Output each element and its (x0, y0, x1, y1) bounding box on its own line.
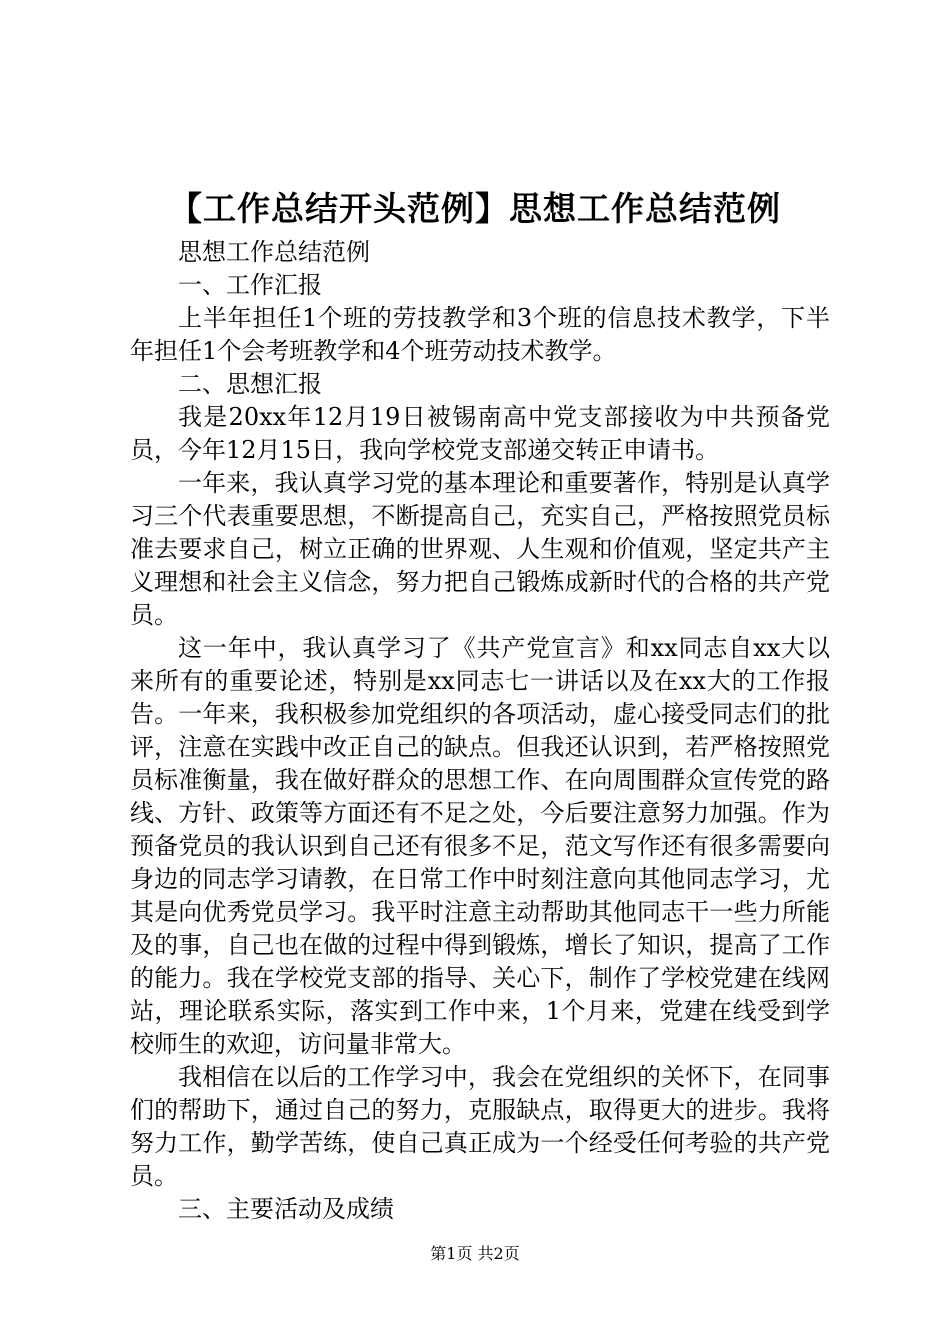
paragraph-year-review: 这一年中，我认真学习了《共产党宣言》和xx同志自xx大以来所有的重要论述，特别是xx同志七一讲话以及在xx大的工作报告。一年来，我积极参加党组织的各项活动，虚心接受同志们的批评，注意在实践中改正自己的缺点。但我还认识到，若严格按照党员标准衡量，我在做好群众的思想工作、在向周围群众宣传党的路线、方针、政策等方面还有不足之处，今后要注意努力加强。作为预备党员的我认识到自己还有很多不足，范文写作还有很多需要向身边的同志学习请教，在日常工作中时刻注意向其他同志学习，尤其是向优秀党员学习。我平时注意主动帮助其他同志干一些力所能及的事，自己也在做的过程中得到锻炼，增长了知识，提高了工作的能力。我在学校党支部的指导、关心下，制作了学校党建在线网站，理论联系实际，落实到工作中来，1个月来，党建在线受到学校师生的欢迎，访问量非常大。 (130, 634, 830, 1058)
paragraph-future-commitment: 我相信在以后的工作学习中，我会在党组织的关怀下，在同事们的帮助下，通过自己的努力，克服缺点，取得更大的进步。我将努力工作，勤学苦练，使自己真正成为一个经受任何考验的共产党员。 (130, 1063, 830, 1190)
paragraph-teaching-duties: 上半年担任1个班的劳技教学和3个班的信息技术教学，下半年担任1个会考班教学和4个班劳动技术教学。 (130, 304, 830, 365)
paragraph-party-membership: 我是20xx年12月19日被锡南高中党支部接收为中共预备党员，今年12月15日，我向学校党支部递交转正申请书。 (130, 403, 830, 464)
section-heading-work-report: 一、工作汇报 (178, 271, 322, 299)
document-title: 【工作总结开头范例】思想工作总结范例 (169, 189, 781, 228)
section-heading-activities: 三、主要活动及成绩 (178, 1195, 394, 1223)
section-heading-thought-report: 二、思想汇报 (178, 370, 322, 398)
paragraph-subtitle: 思想工作总结范例 (178, 238, 370, 266)
document-body (130, 236, 830, 1226)
paragraph-theory-study: 一年来，我认真学习党的基本理论和重要著作，特别是认真学习三个代表重要思想，不断提高自己，充实自己，严格按照党员标准去要求自己，树立正确的世界观、人生观和价值观，坚定共产主义理想和社会主义信念，努力把自己锻炼成新时代的合格的共产党员。 (130, 469, 830, 629)
page-footer: 第1页 共2页 (430, 1244, 520, 1263)
